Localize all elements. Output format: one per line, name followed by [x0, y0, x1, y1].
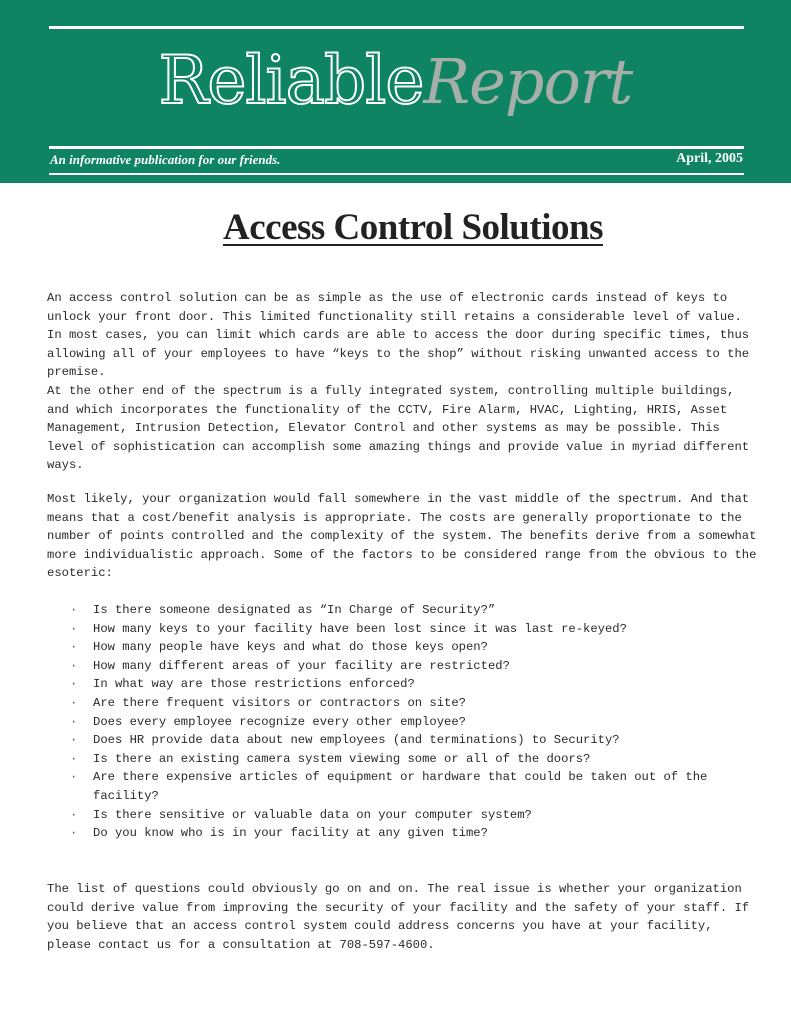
publication-tagline: An informative publication for our friends.	[50, 152, 281, 167]
bullet-icon: ·	[70, 714, 78, 729]
bullet-icon: ·	[70, 677, 78, 692]
paragraph-intro	[47, 289, 759, 382]
bullet-icon: ·	[70, 733, 78, 748]
list-item	[70, 675, 710, 694]
article-title: Access Control Solutions	[223, 207, 603, 248]
list-item	[70, 601, 710, 620]
list-item-text: How many keys to your facility have been lost since it was last re-keyed?	[93, 621, 627, 636]
list-item	[70, 657, 710, 676]
issue-date: April, 2005	[676, 151, 743, 166]
logo-word-report: Report	[423, 45, 633, 118]
list-item-text: How many people have keys and what do those keys open?	[93, 640, 488, 655]
list-item-text: Does HR provide data about new employees (and terminations) to Security?	[93, 733, 620, 748]
masthead-top-rule	[49, 26, 744, 29]
bullet-icon: ·	[70, 751, 78, 766]
logo-word-reliable: Reliable	[158, 42, 424, 119]
factors-question-list	[70, 601, 710, 843]
list-item-text: Is there an existing camera system viewing some or all of the doors?	[93, 751, 591, 766]
list-item	[70, 620, 710, 639]
list-item-text: Are there expensive articles of equipment or hardware that could be taken out of the facility?	[93, 770, 708, 803]
bullet-icon: ·	[70, 807, 78, 822]
list-item	[70, 731, 710, 750]
bullet-icon: ·	[70, 770, 78, 785]
paragraph-text: Most likely, your organization would fall somewhere in the vast middle of the spectrum. And that means that a cost/benefit analysis is appropriate. The costs are generally proportionate to the number of points controlled and the complexity of the system. The benefits derive from a somewhat more individualistic approach. Some of the factors to be considered range from the obvious to the esoteric:	[47, 492, 757, 581]
list-item	[70, 806, 710, 825]
list-item	[70, 768, 710, 805]
bullet-icon: ·	[70, 658, 78, 673]
list-item-text: Do you know who is in your facility at any given time?	[93, 826, 488, 841]
list-item	[70, 750, 710, 769]
bullet-icon: ·	[70, 826, 78, 841]
list-item-text: How many different areas of your facility are restricted?	[93, 658, 510, 673]
bullet-icon: ·	[70, 640, 78, 655]
list-item	[70, 713, 710, 732]
masthead	[0, 0, 791, 183]
list-item	[70, 638, 710, 657]
bullet-icon: ·	[70, 621, 78, 636]
list-item	[70, 824, 710, 843]
masthead-middle-rule	[49, 146, 744, 149]
bullet-icon: ·	[70, 695, 78, 710]
list-item-text: Is there sensitive or valuable data on your computer system?	[93, 807, 532, 822]
masthead-bottom-rule	[49, 173, 744, 175]
list-item-text: Does every employee recognize every other employee?	[93, 714, 466, 729]
paragraph-cost-benefit	[47, 490, 759, 583]
list-item	[70, 694, 710, 713]
list-item-text: In what way are those restrictions enforced?	[93, 677, 415, 692]
paragraph-closing-contact	[47, 880, 759, 954]
list-item-text: Is there someone designated as “In Charge of Security?”	[93, 603, 496, 617]
paragraph-text: An access control solution can be as simple as the use of electronic cards instead of keys to unlock your front door. This limited functionality still retains a considerable level of value. In most cases, you can limit which cards are able to access the door during specific times, thus allowing all of your employees to have “keys to the shop” without risking unwanted access to the premise.	[47, 291, 750, 380]
list-item-text: Are there frequent visitors or contractors on site?	[93, 695, 466, 710]
paragraph-text: The list of questions could obviously go on and on. The real issue is whether your organization could derive value from improving the security of your facility and the safety of your staff. If you believe that an access control system could address concerns you have at your facility, please contact us for a consultation at 708-597-4600.	[47, 882, 750, 952]
publication-logo	[0, 42, 791, 119]
paragraph-text: At the other end of the spectrum is a fully integrated system, controlling multiple buildings, and which incorporates the functionality of the CCTV, Fire Alarm, HVAC, Lighting, HRIS, Asset Management, Intrusion Detection, Elevator Control and other systems as may be possible. This level of sophistication can accomplish some amazing things and provide value in myriad different ways.	[47, 384, 750, 473]
paragraph-integrated-system	[47, 382, 759, 475]
bullet-icon: ·	[70, 603, 78, 617]
